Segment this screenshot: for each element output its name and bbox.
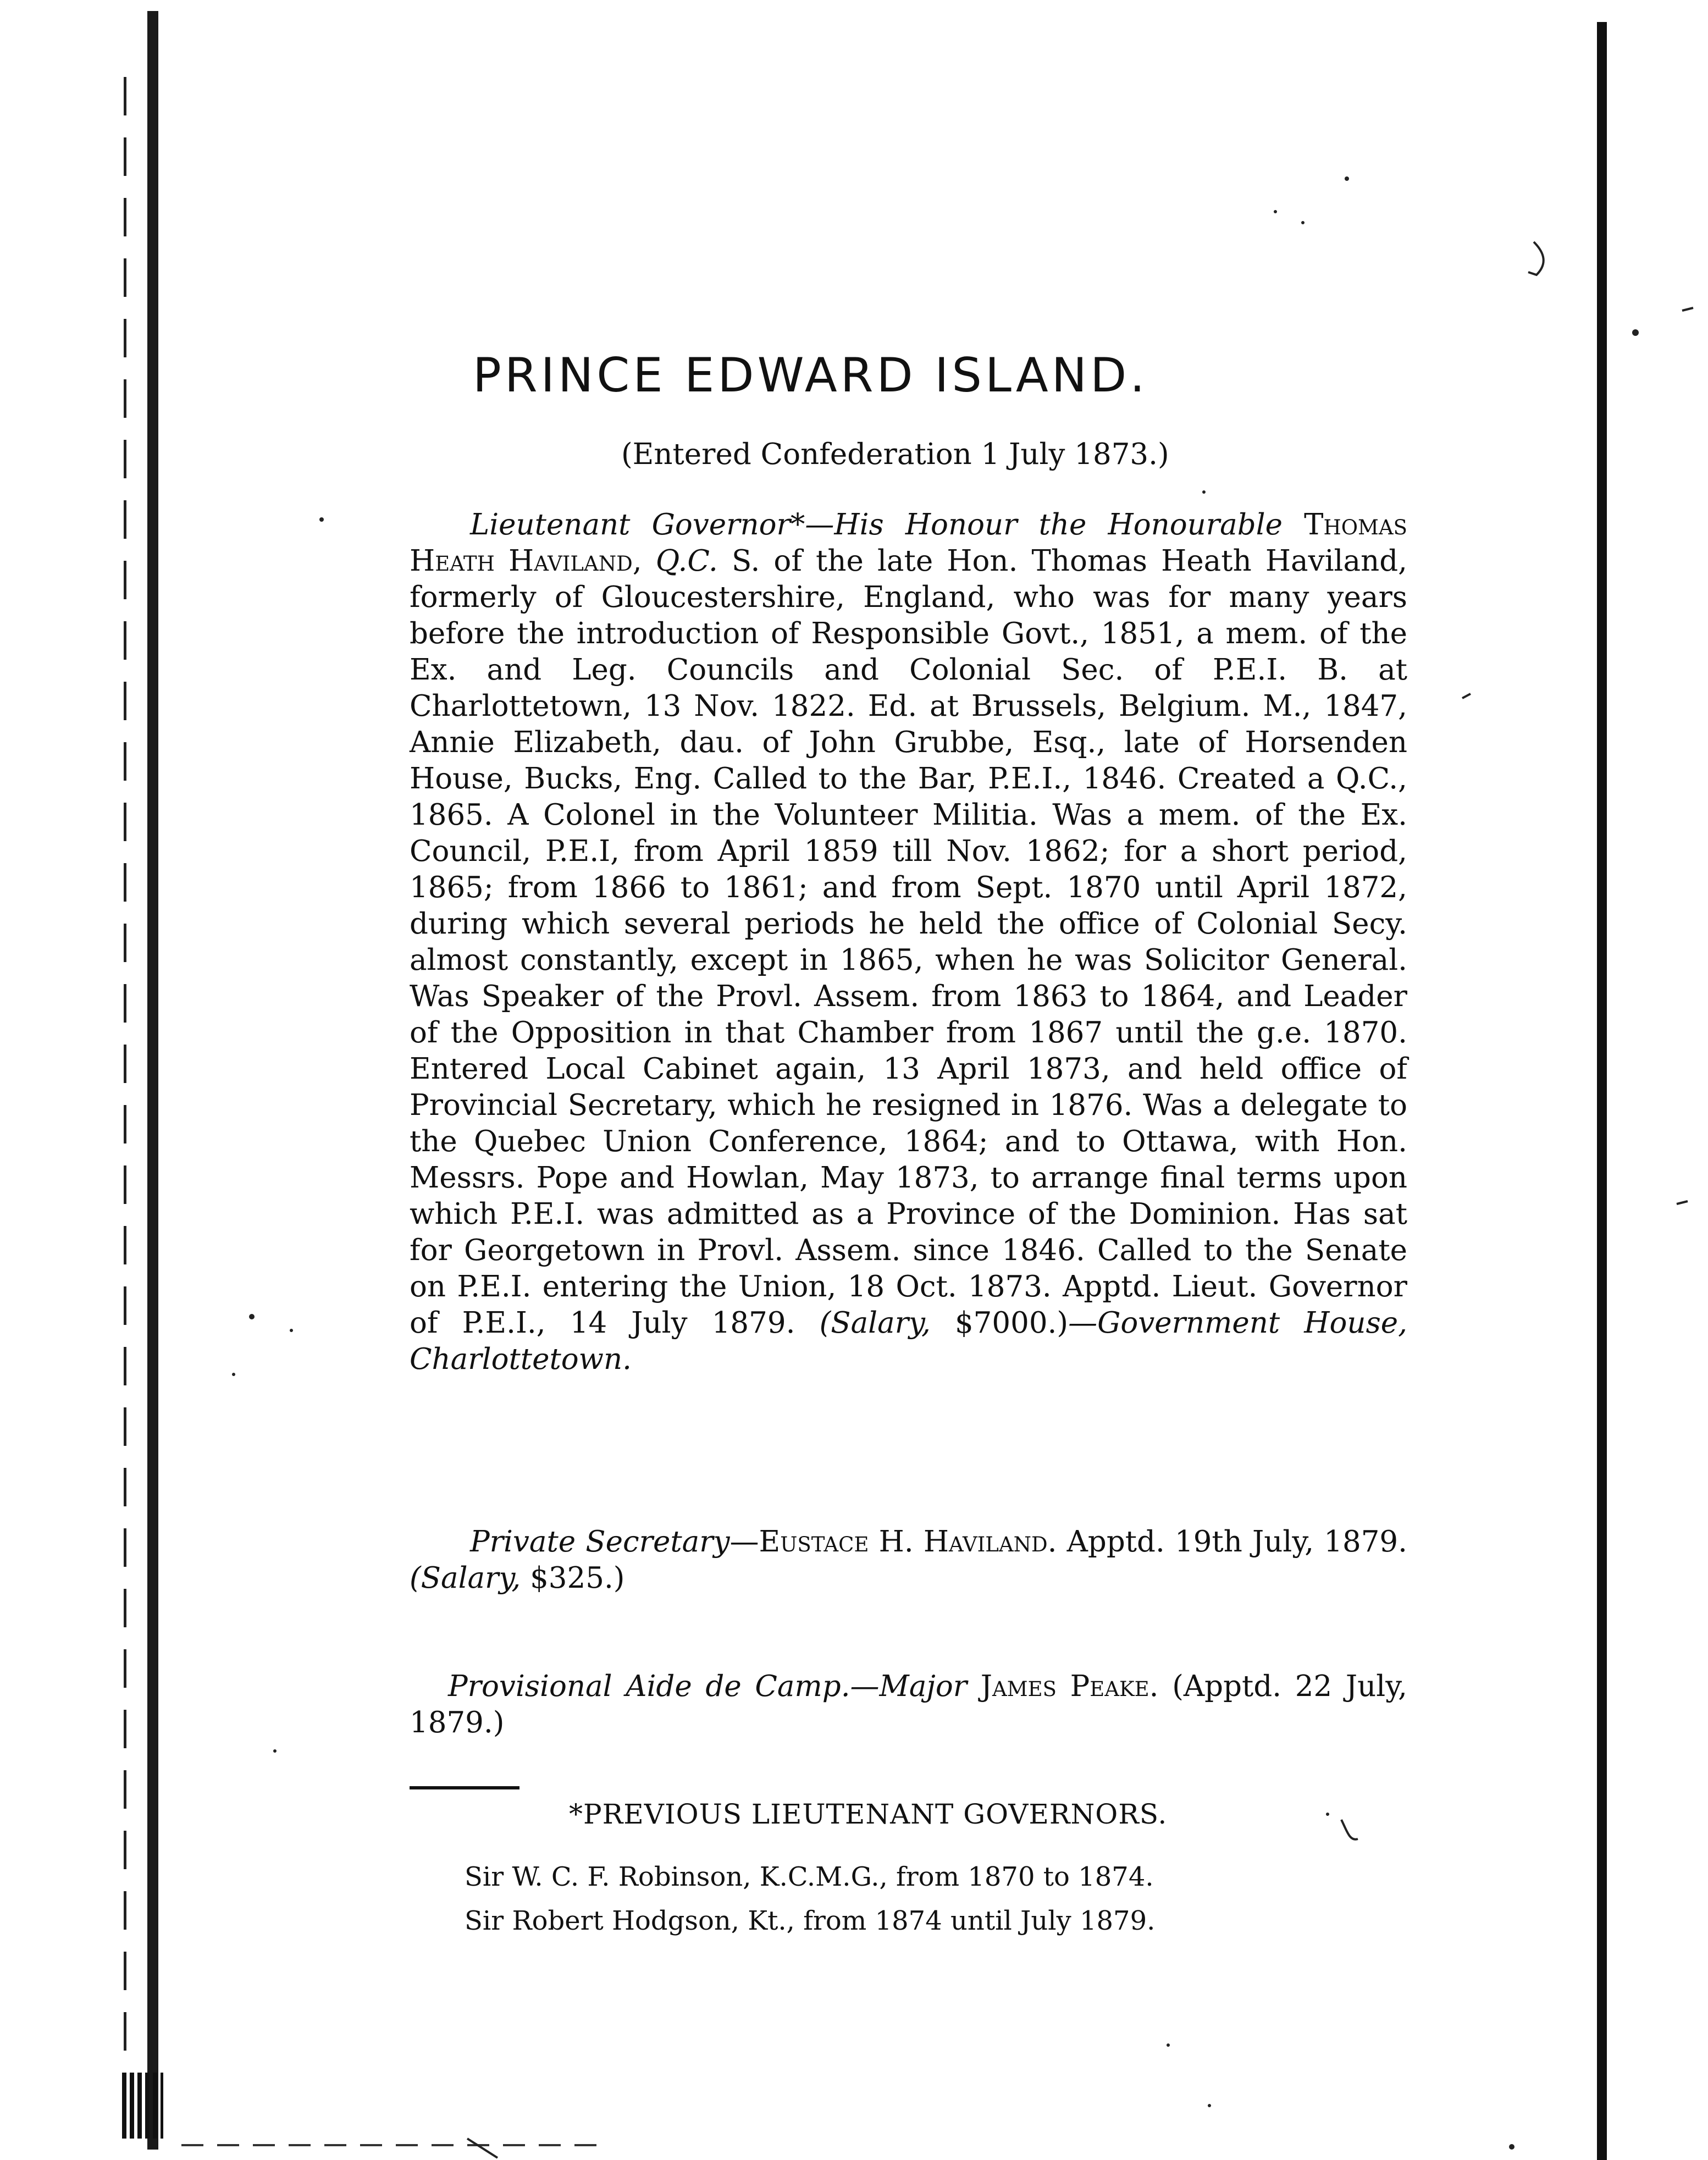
private-secretary-name: —Eustace H. Haviland. xyxy=(729,1525,1057,1559)
scan-edge-left-base xyxy=(122,2073,163,2139)
governor-salary-value: $7000.) xyxy=(954,1306,1069,1340)
governor-entry: Lieutenant Governor*—His Honour the Honourable Thomas Heath Haviland, Q.C. S. of the late Hon. Thomas Heath Haviland, formerly of Gloucestershire, England, who was for many years before the introduction of Responsible Govt., 1851, a mem. of the Ex. and Leg. Councils and Colonial Sec. of P.E.I. B. at Charlottetown, 13 Nov. 1822. Ed. at Brussels, Belgium. M., 1847, Annie Elizabeth, dau. of John Grubbe, Esq., late of Horsenden House, Bucks, Eng. Called to the Bar, P.E.I., 1846. Created a Q.C., 1865. A Colonel in the Volunteer Militia. Was a mem. of the Ex. Council, P.E.I, from April 1859 till Nov. 1862; for a short period, 1865; from 1866 to 1861; and from Sept. 1870 until April 1872, during which several periods he held the office of Colonial Secy. almost constantly, except in 1865, when he was Solicitor General. Was Speaker of the Provl. Assem. from 1863 to 1864, and Leader of the Opposition in that Chamber from 1867 until the g.e. 1870. Entered Local Cabinet again, 13 April 1873, and held office of Provincial Secretary, which he resigned in 1876. Was a delegate to the Quebec Union Conference, 1864; and to Ottawa, with Hon. Messrs. Pope and Howlan, May 1873, to arrange final terms upon which P.E.I. was admitted as a Province of the Dominion. Has sat for Georgetown in Provl. Assem. since 1846. Called to the Senate on P.E.I. entering the Union, 18 Oct. 1873. Apptd. Lieut. Governor of P.E.I., 14 July 1879. (Salary, $7000.)—Government House, Charlottetown. xyxy=(410,508,1407,1376)
aide-de-camp-entry xyxy=(410,1669,1407,1741)
aide-de-camp-rank: —Major xyxy=(850,1670,968,1703)
governor-salary-label: (Salary, xyxy=(819,1306,931,1340)
governor-style: —His Honour the Honourable xyxy=(805,508,1283,542)
aide-de-camp-office: Provisional Aide de Camp. xyxy=(448,1670,850,1703)
aide-de-camp-details: (Apptd. 22 July, 1879.) xyxy=(410,1670,1407,1739)
previous-governors-heading: *PREVIOUS LIEUTENANT GOVERNORS. xyxy=(569,1798,1168,1830)
scan-edge-right xyxy=(1597,22,1607,2160)
previous-governor-item: Sir Robert Hodgson, Kt., from 1874 until July 1879. xyxy=(465,1905,1156,1936)
governor-residence: —Government House, Charlottetown. xyxy=(410,1306,1407,1376)
private-secretary-entry xyxy=(410,1524,1407,1596)
aide-de-camp-name: James Peake. xyxy=(980,1670,1159,1703)
footnote-rule xyxy=(410,1786,519,1789)
governor-name: Thomas Heath Haviland xyxy=(410,508,1407,578)
governor-postnominal: Q.C. xyxy=(655,544,718,578)
scan-edge-bottom xyxy=(181,2144,599,2146)
private-secretary-office: Private Secretary xyxy=(470,1525,730,1559)
private-secretary-details: Apptd. 19th July, 1879. xyxy=(1066,1525,1407,1559)
page-subtitle: (Entered Confederation 1 July 1873.) xyxy=(621,438,1169,471)
governor-biography: S. of the late Hon. Thomas Heath Haviland, formerly of Gloucestershire, England, who was for many years before the introduction of Responsible Govt., 1851, a mem. of the Ex. and Leg. Councils and Colonial Sec. of P.E.I. B. at Charlottetown, 13 Nov. 1822. Ed. at Brussels, Belgium. M., 1847, Annie Elizabeth, dau. of John Grubbe, Esq., late of Horsenden House, Bucks, Eng. Called to the Bar, P.E.I., 1846. Created a Q.C., 1865. A Colonel in the Volunteer Militia. Was a mem. of the Ex. Council, P.E.I, from April 1859 till Nov. 1862; for a short period, 1865; from 1866 to 1861; and from Sept. 1870 until April 1872, during which several periods he held the office of Colonial Secy. almost constantly, except in 1865, when he was Solicitor General. Was Speaker of the Provl. Assem. from 1863 to 1864, and Leader of the Opposition in that Chamber from 1867 until the g.e. 1870. Entered Local Cabinet again, 13 April 1873, and held office of Provincial Secretary, which he resigned in 1876. Was a delegate to the Quebec Union Conference, 1864; and to Ottawa, with Hon. Messrs. Pope and Howlan, May 1873, to arrange final terms upon which P.E.I. was admitted as a Province of the Dominion. Has sat for Georgetown in Provl. Assem. since 1846. Called to the Senate on P.E.I. entering the Union, 18 Oct. 1873. Apptd. Lieut. Governor of P.E.I., 14 July 1879. xyxy=(410,544,1407,1340)
previous-governor-item: Sir W. C. F. Robinson, K.C.M.G., from 1870 to 1874. xyxy=(465,1861,1154,1892)
private-secretary-salary-value: $325.) xyxy=(530,1561,625,1595)
scan-edge-left-binding xyxy=(147,11,158,2150)
governor-office: Lieutenant Governor* xyxy=(470,508,805,542)
page-title: PRINCE EDWARD ISLAND. xyxy=(473,348,1148,403)
scan-edge-left-thin xyxy=(124,77,126,2089)
private-secretary-salary-label: (Salary, xyxy=(410,1561,521,1595)
